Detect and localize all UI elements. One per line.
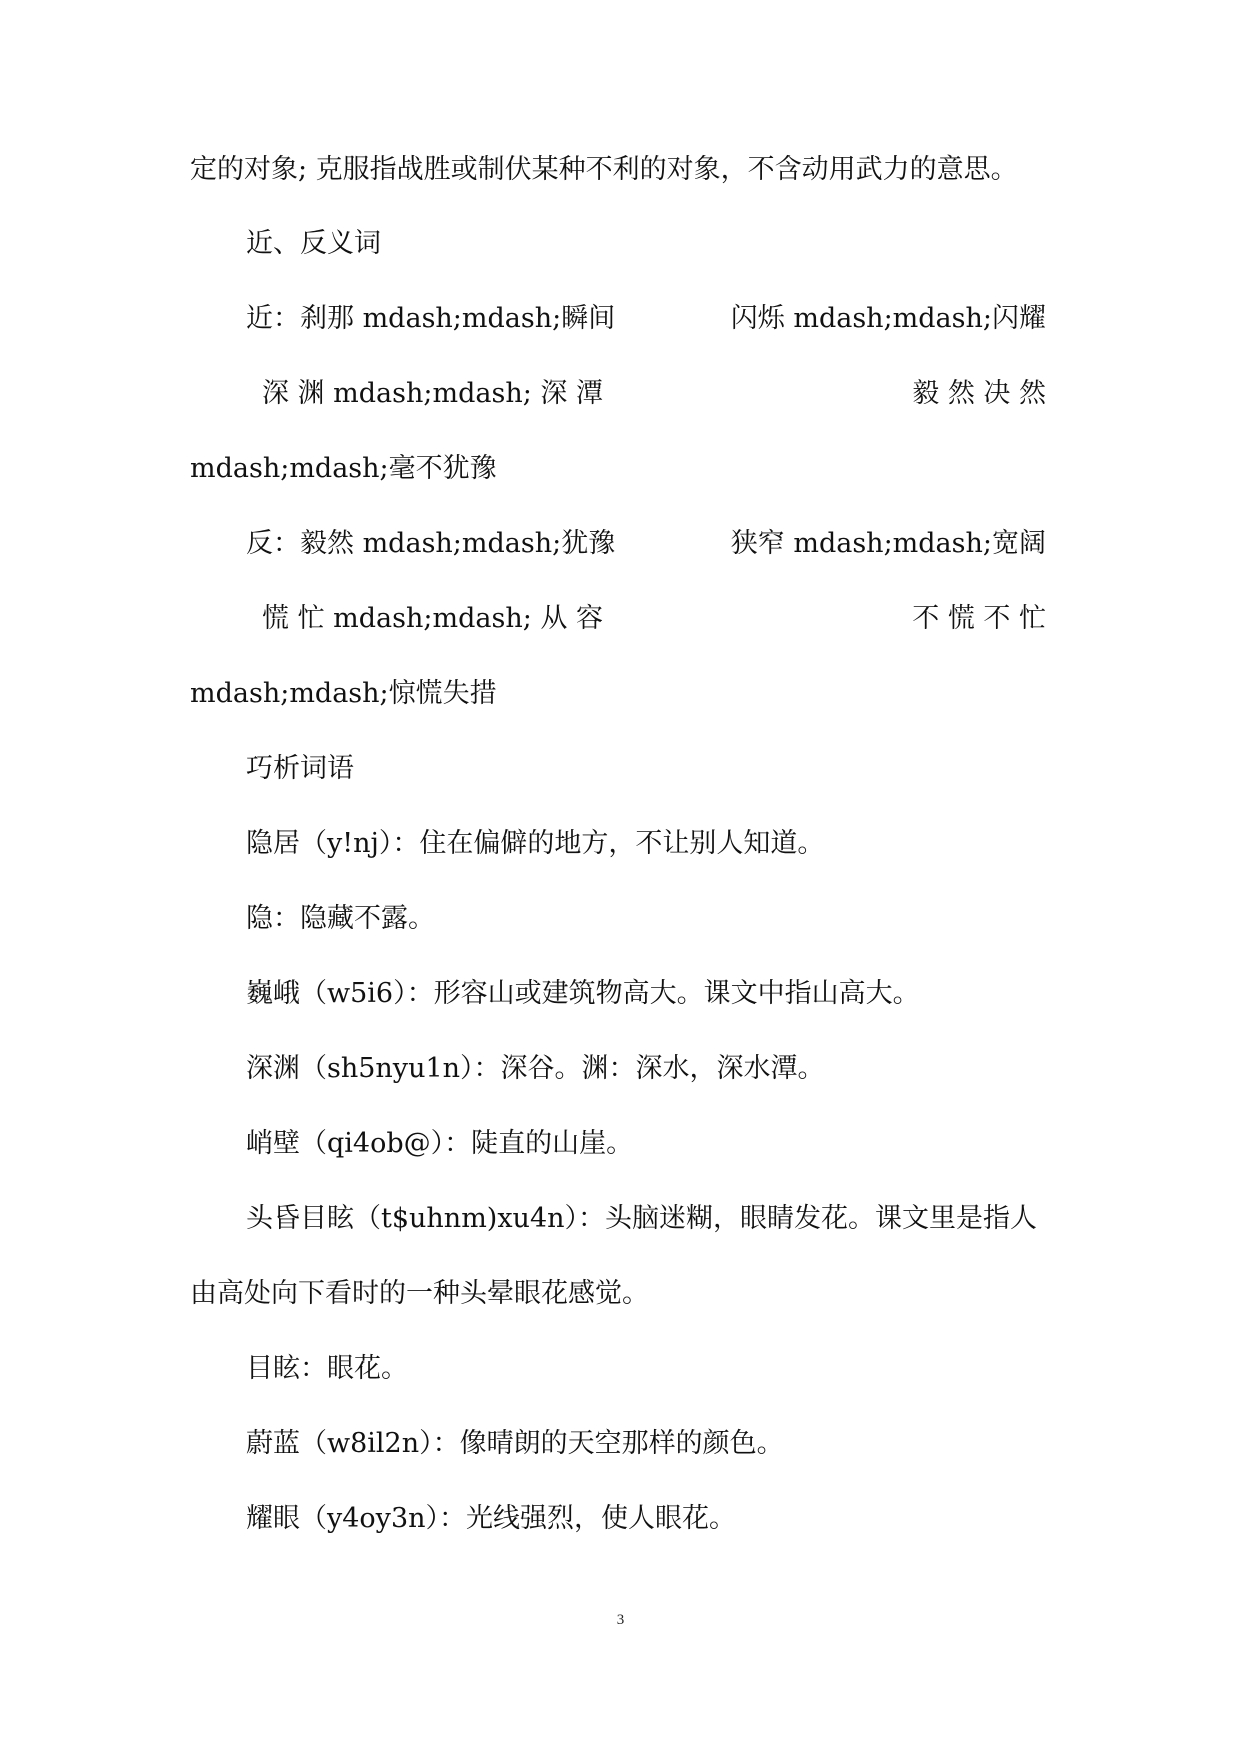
synonym-pair-left: 深 渊 mdash;mdash; 深 潭 xyxy=(262,378,603,409)
synonym-pair-right: 闪烁 mdash;mdash;闪耀 xyxy=(730,303,1046,334)
word-entry: 目眩：眼花。 xyxy=(246,1353,408,1384)
synonym-continuation: mdash;mdash;毫不犹豫 xyxy=(190,453,497,484)
antonym-pair-right: 不 慌 不 忙 xyxy=(912,603,1046,634)
word-entry: 深渊（sh5nyu1n）：深谷。渊：深水，深水潭。 xyxy=(246,1053,825,1084)
antonym-continuation: mdash;mdash;惊慌失措 xyxy=(190,678,497,709)
word-entry: 峭壁（qi4ob@）：陡直的山崖。 xyxy=(246,1128,634,1159)
word-entry-continuation: 由高处向下看时的一种头晕眼花感觉。 xyxy=(190,1278,649,1309)
antonym-pair-right: 狭窄 mdash;mdash;宽阔 xyxy=(730,528,1046,559)
antonym-pair-left: 反：毅然 mdash;mdash;犹豫 xyxy=(246,528,616,559)
page-number: 3 xyxy=(616,1612,625,1628)
word-entry: 隐：隐藏不露。 xyxy=(246,903,435,934)
word-entry: 头昏目眩（t$uhnm)xu4n）：头脑迷糊，眼睛发花。课文里是指人 xyxy=(246,1203,1038,1234)
heading-synonyms-antonyms: 近、反义词 xyxy=(246,228,381,259)
heading-word-analysis: 巧析词语 xyxy=(246,753,354,784)
word-entry: 蔚蓝（w8il2n）：像晴朗的天空那样的颜色。 xyxy=(246,1428,784,1459)
synonym-pair-left: 近：刹那 mdash;mdash;瞬间 xyxy=(246,303,616,334)
word-entry: 巍峨（w5i6）：形容山或建筑物高大。课文中指山高大。 xyxy=(246,978,920,1009)
word-entry: 耀眼（y4oy3n）：光线强烈，使人眼花。 xyxy=(246,1503,737,1534)
intro-line: 定的对象; 克服指战胜或制伏某种不利的对象，不含动用武力的意思。 xyxy=(190,154,1018,185)
word-entry: 隐居（y!nj）：住在偏僻的地方，不让别人知道。 xyxy=(246,828,825,859)
antonym-pair-left: 慌 忙 mdash;mdash; 从 容 xyxy=(262,603,603,634)
synonym-pair-right: 毅 然 决 然 xyxy=(912,378,1046,409)
